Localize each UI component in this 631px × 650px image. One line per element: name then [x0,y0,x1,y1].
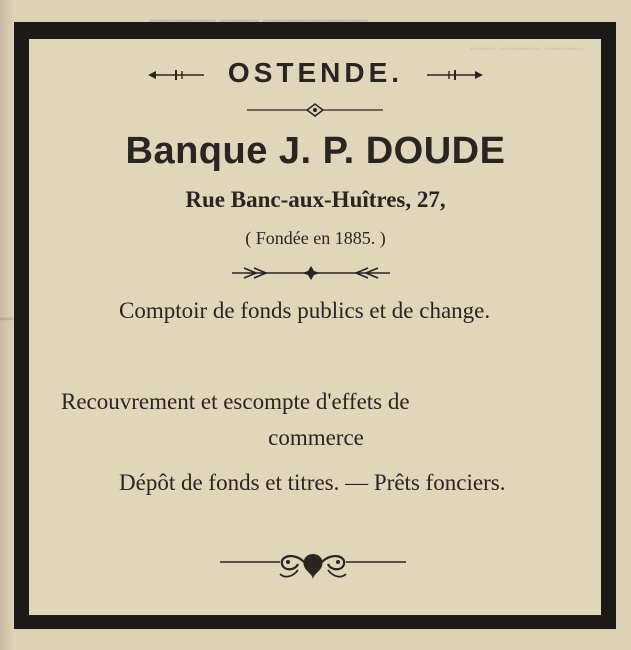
ornamental-divider-icon [230,264,392,282]
founded-date: ( Fondée en 1885. ) [245,228,386,248]
city-heading [0,57,631,89]
paper-edge-shadow [0,0,14,650]
bank-name: Banque J. P. DOUDE [125,130,506,172]
service-collection-cont: commerce [268,425,364,450]
bleed-through-text: ▁▁▁▁▁ ▁▁▁ ▁▁▁▁▁▁▁▁ [150,3,368,22]
left-flourish-icon [146,68,206,82]
service-collection: Recouvrement et escompte d'effets de [61,389,410,414]
service-public-funds: Comptoir de fonds publics et de change. [119,298,491,323]
right-flourish-icon [425,68,485,82]
service-deposits: Dépôt de fonds et titres. — Prêts fonciers. [119,470,506,495]
floral-ornament-icon [218,548,408,584]
address: Rue Banc-aux-Huîtres, 27, [185,187,446,212]
small-divider-icon [245,103,385,117]
city-name: OSTENDE. [227,57,404,88]
